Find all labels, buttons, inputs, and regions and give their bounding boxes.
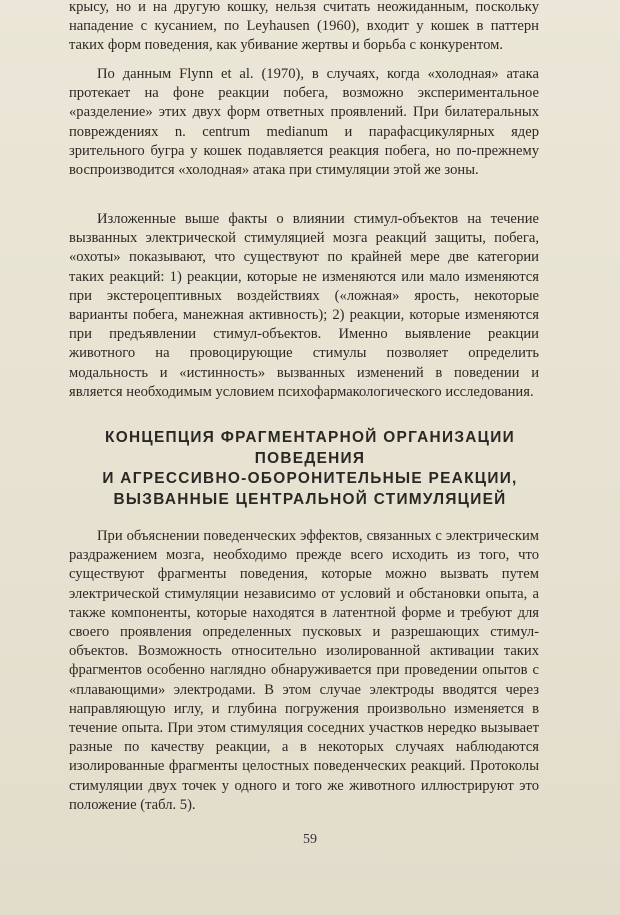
heading-line-2: ПОВЕДЕНИЯ (254, 449, 366, 467)
heading-line-3: И АГРЕССИВНО-ОБОРОНИТЕЛЬНЫЕ РЕАКЦИИ, (102, 470, 518, 488)
paragraph-text: По данным Flynn et al. (1970), в случаях, когда «холодная» атака протекает на фоне реакции побега, возможно экспериментальное «разделение» этих двух форм ответных проявлений. При билатеральных повреждениях n. centrum medianum и парафасцикулярных ядер зрительного бугра у кошек подавляется реакция побега, но по-прежнему воспроизводится «холодная» атака при стимуляции этой же зоны. (69, 66, 539, 179)
page-number: 59 (303, 832, 317, 847)
paragraph-2 (69, 65, 539, 180)
heading-line-1: КОНЦЕПЦИЯ ФРАГМЕНТАРНОЙ ОРГАНИЗАЦИИ (105, 429, 515, 446)
paragraph-text: Изложенные выше факты о влиянии стимул-объектов на течение вызванных электрической стимуляцией мозга реакций защиты, побега, «охоты» показывают, что существуют по крайней мере две категории таких реакций: 1) реакции, которые не изменяются или мало изменяются при экстероцептивных воздействиях («ложная» ярость, некоторые варианты побега, манежная активность); 2) реакции, которые изменяются при предъявлении стимул-объектов. Именно выявление реакции животного на провоцирующие стимулы позволяет определить модальность и «истинность» вызванных изменений в поведении и является необходимым условием психофармакологического исследования. (69, 211, 539, 400)
paragraph-3 (69, 210, 539, 402)
paragraph-text: крысу, но и на другую кошку, нельзя считать неожиданным, поскольку нападение с кусанием, по Leyhausen (1960), входит у кошек в паттерн таких форм поведения, как убивание жертвы и борьба с конкурентом. (69, 0, 539, 54)
paragraph-1 (69, 0, 539, 56)
paragraph-text: При объяснении поведенческих эффектов, связанных с электрическим раздражением мозга, необходимо прежде всего исходить из того, что существуют фрагменты поведения, которые можно вызвать путем электрической стимуляции независимо от условий и обстановки опыта, а также компоненты, которые находятся в латентной форме и требуют для своего проявления определенных пусковых и разрешающих стимул-объектов. Возможность относительно изолированной активации таких фрагментов особенно наглядно обнаруживается при проведении опытов с «плавающими» электродами. В этом случае электроды вводятся через направляющую иглу, и глубина погружения произвольно изменяется в течение опыта. При этом стимуляция соседних участков нередко вызывает разные по качеству реакции, а в некоторых случаях наблюдаются изолированные фрагменты целостных поведенческих реакций. Протоколы стимуляции двух точек у одного и того же животного иллюстрируют это положение (табл. 5). (69, 528, 539, 813)
section-heading (60, 428, 560, 510)
heading-line-4: ВЫЗВАННЫЕ ЦЕНТРАЛЬНОЙ СТИМУЛЯЦИЕЙ (113, 490, 507, 508)
paragraph-4 (69, 527, 539, 815)
